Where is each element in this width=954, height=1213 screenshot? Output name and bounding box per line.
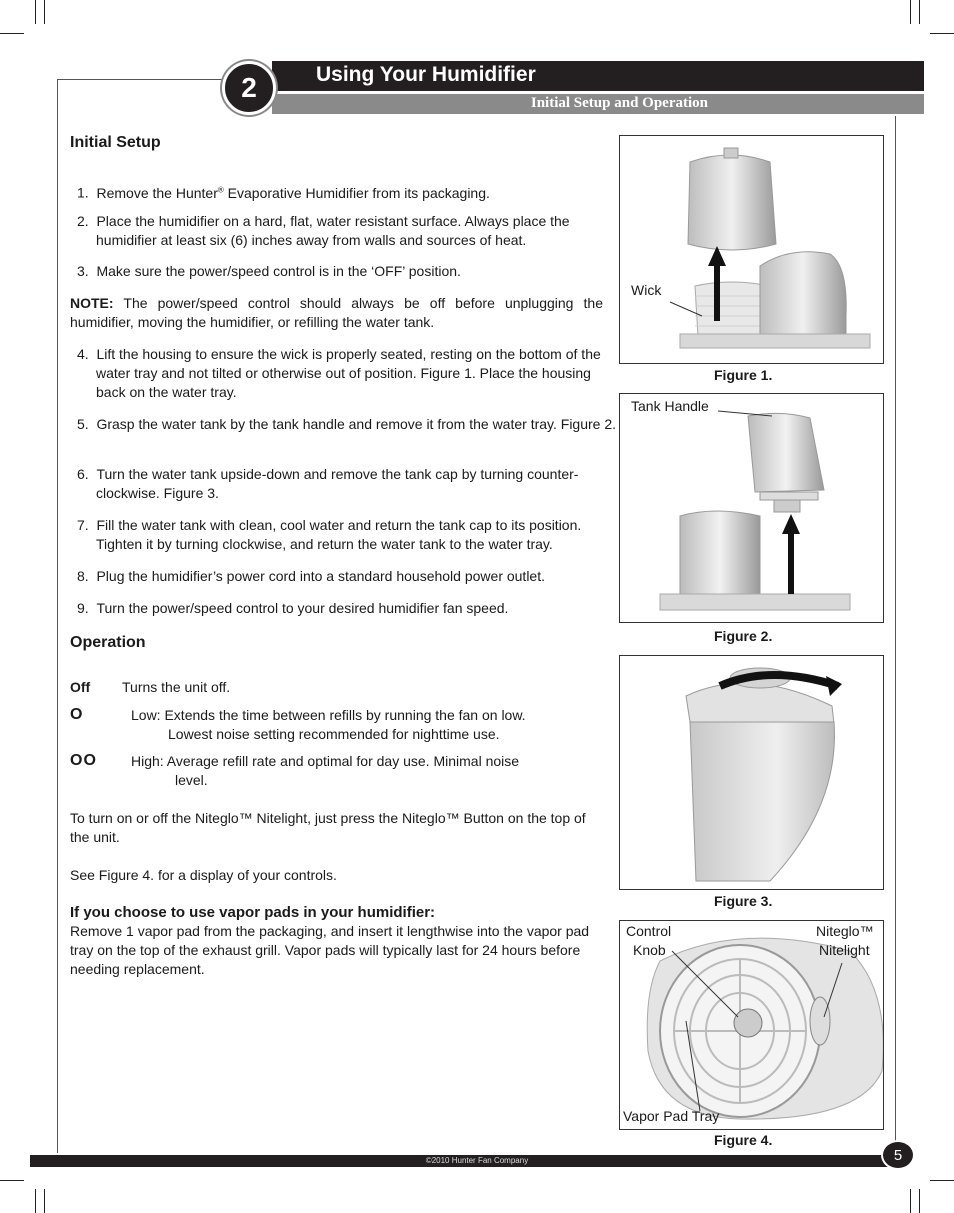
vapor-pad-tray-label: Vapor Pad Tray [623, 1108, 720, 1124]
setup-step: 1. Remove the Hunter® Evaporative Humidifier from its packaging. [77, 184, 490, 201]
page-frame-left [57, 79, 58, 1153]
initial-setup-heading: Initial Setup [70, 134, 161, 151]
page-number: 5 [881, 1140, 915, 1170]
copyright: ©2010 Hunter Fan Company [425, 1156, 529, 1165]
mode-symbol-low: O [70, 706, 83, 723]
setup-step: 7. Fill the water tank with clean, cool water and return the tank cap to its position. Tighten it by turning clockwise, and return the water tank to the water tray. [77, 517, 582, 552]
figure-1-caption: Figure 1. [714, 367, 773, 383]
note-paragraph: NOTE: The power/speed control should always be off before unplugging the humidifier, moving the humidifier, or refilling the water tank. [70, 295, 603, 330]
figure-3-caption: Figure 3. [714, 893, 773, 909]
setup-step: 4. Lift the housing to ensure the wick is properly seated, resting on the bottom of the water tray and not tilted or otherwise out of position. Figure 1. Place the housing back on the water tray. [77, 346, 601, 400]
setup-step: 2. Place the humidifier on a hard, flat, water resistant surface. Always place the humidifier at least six (6) inches away from walls and sources of heat. [77, 213, 570, 248]
see-figure-paragraph: See Figure 4. for a display of your controls. [70, 867, 337, 883]
setup-step: 5. Grasp the water tank by the tank handle and remove it from the water tray. Figure 2. [77, 416, 617, 432]
crop-mark [910, 0, 911, 24]
page-title: Using Your Humidifier [316, 63, 536, 86]
figure-1-image [619, 135, 884, 364]
humidifier-wick-illustration [620, 136, 883, 363]
crop-mark [930, 33, 954, 34]
crop-mark [44, 1189, 45, 1213]
operation-heading: Operation [70, 634, 146, 651]
figure-2-image [619, 393, 884, 623]
crop-mark [0, 1180, 24, 1181]
mode-symbol-high: OO [70, 752, 97, 769]
water-tank-removal-illustration [620, 394, 883, 622]
mode-text-off: Turns the unit off. [122, 679, 231, 695]
vapor-pads-paragraph: Remove 1 vapor pad from the packaging, and insert it lengthwise into the vapor pad tray on the top of the exhaust grill. Vapor pads will typically last for 24 hours before needing replacement. [70, 923, 590, 977]
step-text: Remove the Hunter® Evaporative Humidifier from its packaging. [96, 184, 490, 201]
vapor-pads-heading: If you choose to use vapor pads in your humidifier: [70, 904, 436, 921]
setup-step: 8. Plug the humidifier’s power cord into a standard household power outlet. [77, 568, 546, 584]
crop-mark [44, 0, 45, 24]
page-subtitle: Initial Setup and Operation [530, 95, 708, 111]
note-label: NOTE: [70, 295, 114, 311]
crop-mark [35, 0, 36, 24]
mode-text-high: High: Average refill rate and optimal for day use. Minimal noise [131, 753, 520, 769]
tank-handle-label: Tank Handle [631, 398, 709, 414]
crop-mark [919, 1189, 920, 1213]
setup-step: 9. Turn the power/speed control to your desired humidifier fan speed. [77, 600, 509, 616]
setup-step: 6. Turn the water tank upside-down and remove the tank cap by turning counter-clockwise. Figure 3. [77, 466, 579, 501]
crop-mark [35, 1189, 36, 1213]
mode-symbol-off: Off [70, 679, 91, 695]
crop-mark [910, 1189, 911, 1213]
crop-mark [0, 33, 24, 34]
mode-text-low: Low: Extends the time between refills by running the fan on low. [131, 707, 526, 723]
page-frame-top [57, 79, 225, 80]
crop-mark [930, 1180, 954, 1181]
section-number-badge: 2 [222, 61, 276, 115]
crop-mark [919, 0, 920, 24]
mode-text-high-2: level. [175, 772, 208, 788]
control-label: Control [626, 923, 672, 939]
niteglo-label: Niteglo™ [816, 923, 874, 939]
setup-step: 3. Make sure the power/speed control is in the ‘OFF’ position. [77, 263, 461, 279]
knob-label: Knob [633, 942, 666, 958]
figure-3-image [619, 655, 884, 890]
page-frame-right [895, 116, 896, 1142]
figure-2-caption: Figure 2. [714, 628, 773, 644]
nitelight-label: Nitelight [819, 942, 870, 958]
niteglo-paragraph: To turn on or off the Niteglo™ Nitelight, just press the Niteglo™ Button on the top of the unit. [70, 810, 586, 845]
mode-text-low-2: Lowest noise setting recommended for nighttime use. [168, 726, 500, 742]
wick-label: Wick [631, 282, 662, 298]
tank-cap-illustration [620, 656, 883, 889]
figure-4-caption: Figure 4. [714, 1132, 773, 1148]
